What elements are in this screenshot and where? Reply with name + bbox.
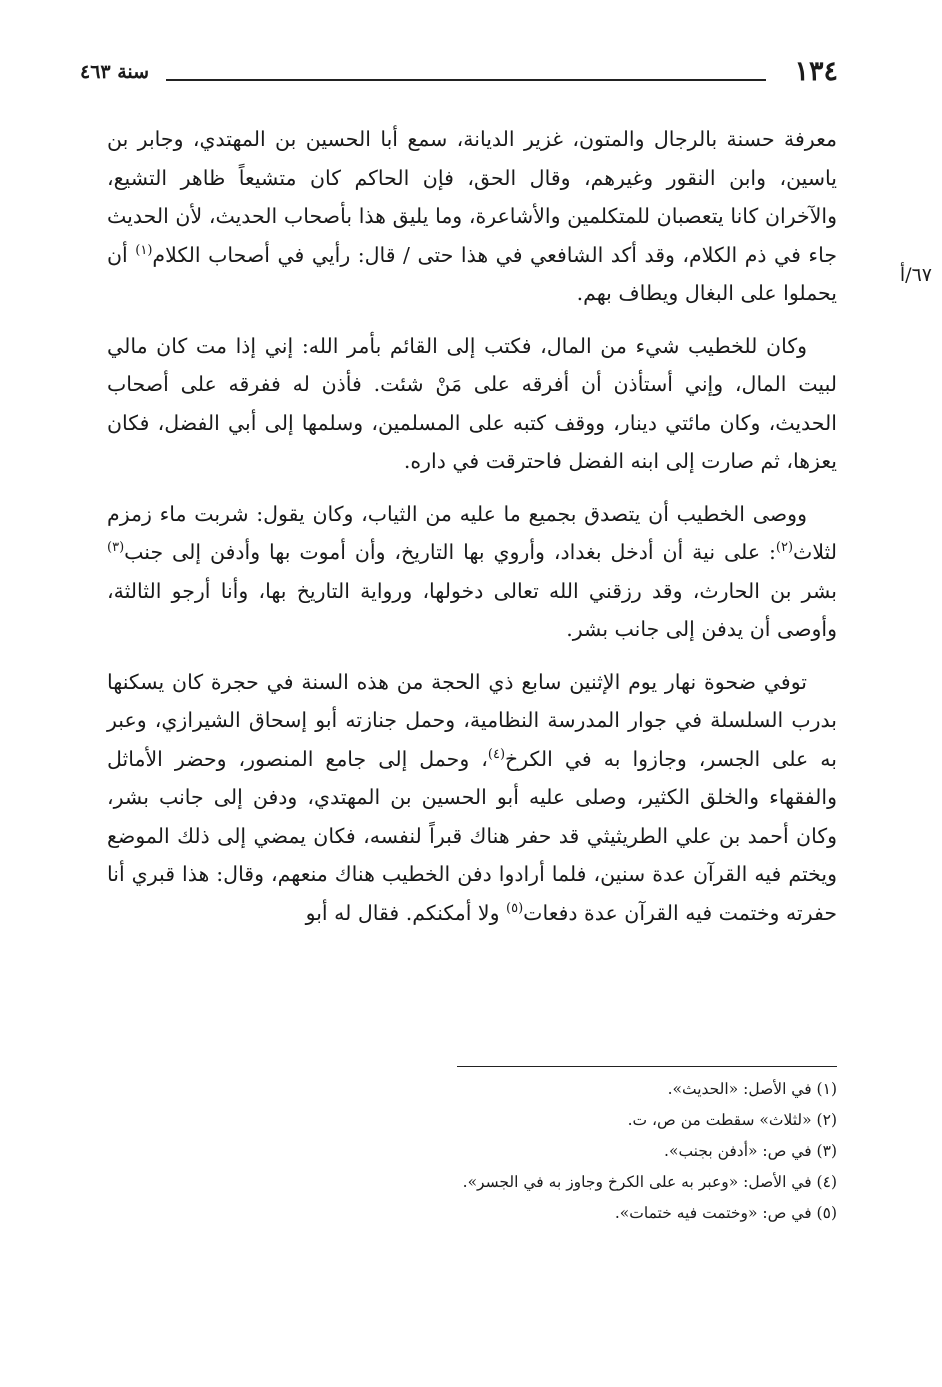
footnote: (١) في الأصل: «الحديث».: [667, 1080, 837, 1098]
paragraph: [107, 120, 837, 313]
footnote-ref: (٣): [107, 540, 125, 556]
paragraph-text: ولا أمكنكم. فقال له أبو: [305, 900, 507, 925]
footnote: (٢) «لثلاث» سقطت من ص، ت.: [627, 1111, 837, 1129]
footnote-ref: (١): [135, 242, 153, 258]
paragraph: [107, 663, 837, 933]
paragraph: [107, 327, 837, 481]
footnote-ref: (٢): [775, 540, 794, 556]
paragraph-text: توفي ضحوة نهار يوم الإثنين سابع ذي الحجة من هذه السنة في حجرة كان يسكنها بدرب السلسلة في جوار المدرسة النظامية، وحمل جنازته أبو إسحاق الشيرازي، وعبر به على الجسر، وجازوا به في الكرخ: [107, 669, 837, 771]
main-text: [107, 120, 837, 946]
footnote-ref: (٤): [487, 746, 506, 762]
footnote-separator: [457, 1066, 837, 1067]
paragraph-text: وكان للخطيب شيء من المال، فكتب إلى القائم بأمر الله: إني إذا مت كان مالي لبيت المال، وإني أستأذن أن أفرقه على مَنْ شئت. فأذن له ففرقه على أصحاب الحديث، وكان مائتي دينار، ووقف كتبه على المسلمين، وسلمها إلى أبي الفضل، فكان يعزها، ثم صارت إلى ابنه الفضل فاحترقت في داره.: [107, 333, 837, 473]
header-rule: [166, 79, 766, 81]
running-head: سنة ٤٦٣: [80, 61, 150, 83]
paragraph-text: أن يحملوا على البغال ويطاف بهم.: [107, 242, 837, 305]
paragraph-text: : على نية أن أدخل بغداد، وأروي بها التاريخ، وأن أموت بها وأدفن إلى جنب: [124, 540, 776, 564]
margin-folio-note: ٦٧/أ: [899, 264, 932, 286]
footnote: (٤) في الأصل: «وعبر به على الكرخ وجاوز به في الجسر».: [462, 1173, 837, 1191]
footnotes: [107, 1074, 837, 1229]
paragraph-text: ووصى الخطيب أن يتصدق بجميع ما عليه من الثياب، وكان يقول: شربت ماء زمزم لثلاث: [107, 501, 837, 564]
page-number: ١٣٤: [794, 56, 838, 87]
footnote: (٥) في ص: «وختمت فيه ختمات».: [614, 1204, 837, 1222]
paragraph-text: ، وحمل إلى جامع المنصور، وحضر الأماثل والفقهاء والخلق الكثير، وصلى عليه أبو الحسين بن المهتدي، ودفن إلى جانب بشر، وكان أحمد بن علي الطريثيثي قد حفر هناك قبراً لنفسه، فكان يمضي إلى ذلك الموضع ويختم فيه القرآن عدة سنين، فلما أرادوا دفن الخطيب هناك منعهم، وقال: هذا قبري أنا حفرته وختمت فيه القرآن عدة دفعات: [107, 746, 837, 925]
footnote-ref: (٥): [506, 900, 524, 916]
page-header: [80, 52, 838, 92]
paragraph-text: بشر بن الحارث، وقد رزقني الله تعالى دخولها، ورواية التاريخ بها، وأنا أرجو الثالثة، وأوصى أن يدفن إلى جانب بشر.: [107, 578, 837, 641]
paragraph-text: معرفة حسنة بالرجال والمتون، غزير الديانة، سمع أبا الحسين بن المهتدي، وجابر بن ياسين، وابن النقور وغيرهم، وقال الحق، فإن الحاكم كان متشيعاً ظاهر التشيع، والآخران كانا يتعصبان للمتكلمين والأشاعرة، وما يليق هذا بأصحاب الحديث، لأن الحديث جاء في ذم الكلام، وقد أكد الشافعي في هذا حتى / قال: رأيي في أصحاب الكلام: [107, 127, 837, 267]
paragraph: [107, 495, 837, 649]
footnote: (٣) في ص: «أدفن بجنب».: [664, 1142, 837, 1160]
